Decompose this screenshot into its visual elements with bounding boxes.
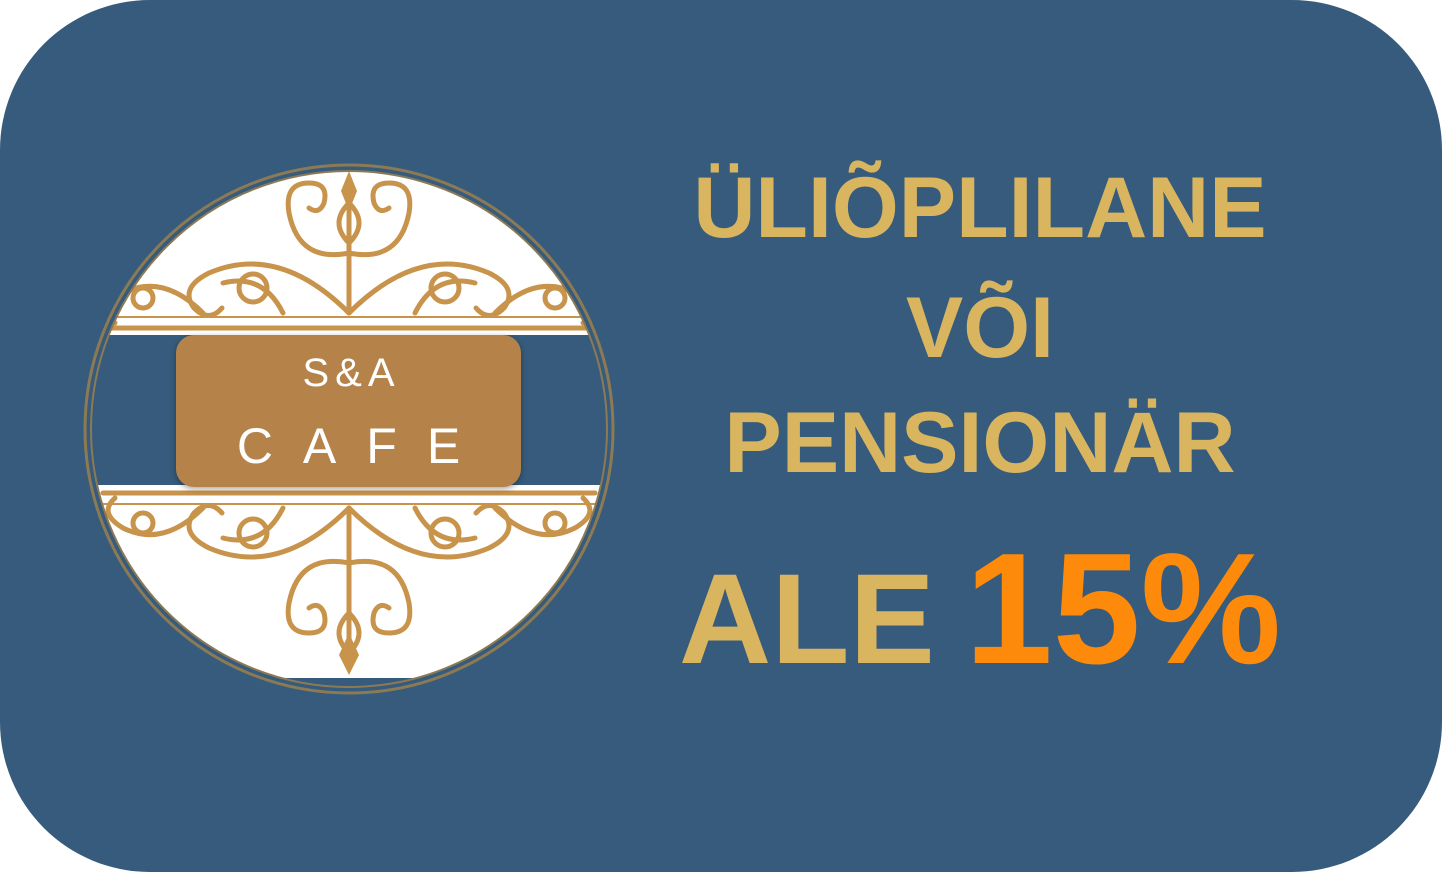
offer-line-student: ÜLIÕPLILANE <box>693 160 1267 256</box>
offer-line-pensioner: PENSIONÄR <box>724 395 1236 491</box>
brand-badge <box>176 335 521 487</box>
discount-label: ALE <box>678 548 935 691</box>
discount-line <box>620 521 1340 697</box>
brand-name-bottom: CAFE <box>236 418 491 474</box>
discount-value: 15% <box>964 521 1282 697</box>
offer-line-or: VÕI <box>905 280 1055 376</box>
brand-name-top: S&A <box>302 351 401 395</box>
